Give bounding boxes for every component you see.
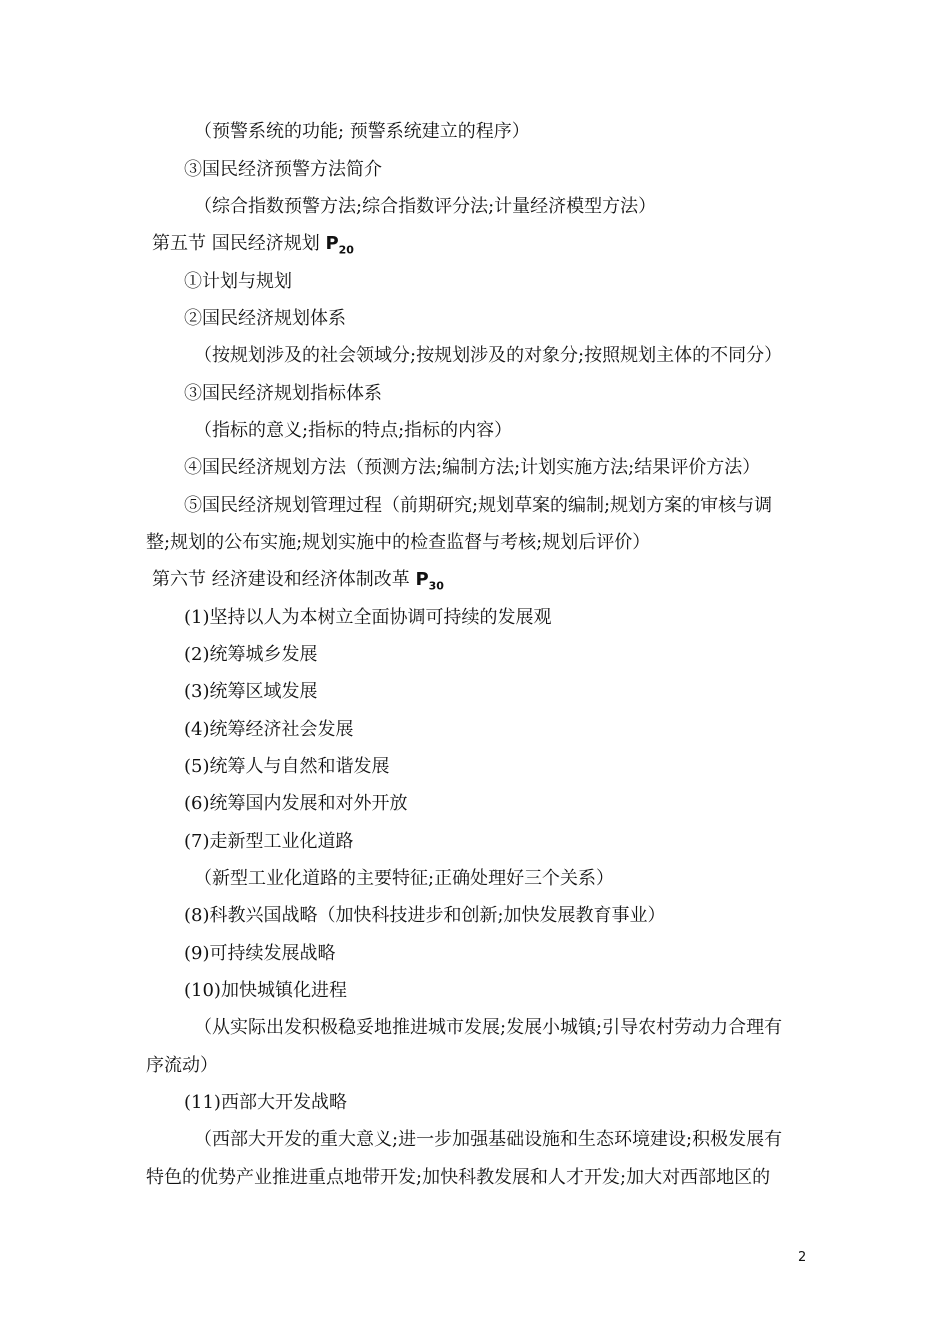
text-line: ②国民经济规划体系: [184, 308, 346, 329]
list-item: (1)坚持以人为本树立全面协调可持续的发展观: [184, 607, 552, 628]
section-title: 第五节 国民经济规划: [152, 233, 326, 254]
text-line: （指标的意义;指标的特点;指标的内容）: [194, 420, 513, 441]
list-item: (5)统筹人与自然和谐发展: [184, 756, 390, 777]
text-line: ⑤国民经济规划管理过程（前期研究;规划草案的编制;规划方案的审核与调: [184, 495, 773, 516]
text-line: （从实际出发积极稳妥地推进城市发展;发展小城镇;引导农村劳动力合理有: [194, 1017, 783, 1038]
list-item: (6)统筹国内发展和对外开放: [184, 793, 408, 814]
list-item: (11)西部大开发战略: [184, 1092, 347, 1113]
text-line: 序流动）: [146, 1055, 218, 1076]
list-item: (8)科教兴国战略（加快科技进步和创新;加快发展教育事业）: [184, 905, 666, 926]
text-line: （按规划涉及的社会领域分;按规划涉及的对象分;按照规划主体的不同分）: [194, 345, 783, 366]
text-line: （综合指数预警方法;综合指数评分法;计量经济模型方法）: [194, 196, 657, 217]
page-ref: $P_{30}$: [415, 569, 444, 593]
text-line: （新型工业化道路的主要特征;正确处理好三个关系）: [194, 868, 615, 889]
page-number: 2: [798, 1250, 807, 1265]
text-line: ③国民经济规划指标体系: [184, 383, 382, 404]
list-item: (2)统筹城乡发展: [184, 644, 318, 665]
list-item: (3)统筹区域发展: [184, 681, 318, 702]
text-line: 整;规划的公布实施;规划实施中的检查监督与考核;规划后评价）: [146, 532, 651, 553]
text-line: ④国民经济规划方法（预测方法;编制方法;计划实施方法;结果评价方法）: [184, 457, 761, 478]
list-item: (7)走新型工业化道路: [184, 831, 354, 852]
section-heading-5: [152, 232, 354, 263]
text-line: ③国民经济预警方法简介: [184, 159, 382, 180]
text-line: （西部大开发的重大意义;进一步加强基础设施和生态环境建设;积极发展有: [194, 1129, 783, 1150]
list-item: (4)统筹经济社会发展: [184, 719, 354, 740]
page-ref: $P_{20}$: [325, 233, 354, 257]
section-title: 第六节 经济建设和经济体制改革: [152, 569, 416, 590]
text-line: 特色的优势产业推进重点地带开发;加快科教发展和人才开发;加大对西部地区的: [146, 1167, 771, 1188]
section-heading-6: [152, 568, 444, 599]
list-item: (10)加快城镇化进程: [184, 980, 347, 1001]
list-item: (9)可持续发展战略: [184, 943, 336, 964]
text-line: ①计划与规划: [184, 271, 292, 292]
text-line: （预警系统的功能; 预警系统建立的程序）: [194, 121, 530, 142]
